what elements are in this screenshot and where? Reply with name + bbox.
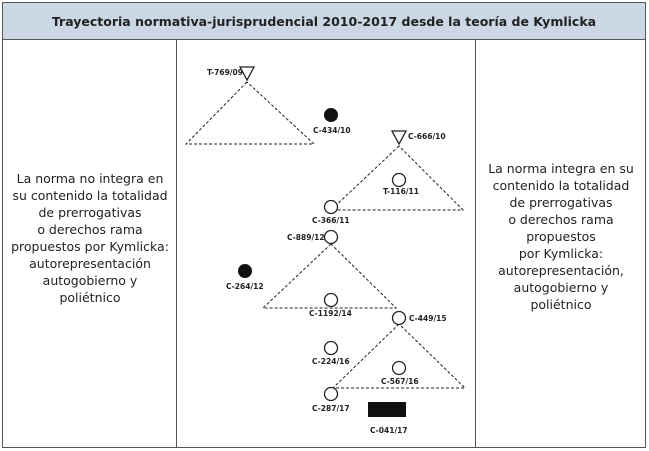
node-c889-marker [325,231,338,244]
node-c449-marker [393,312,406,325]
right-line: autogobierno y [513,280,609,295]
node-c041-label: C-041/17 [370,426,408,435]
left-line: poliétnico [59,290,121,305]
right-line: o derechos rama [508,212,614,227]
node-t769-label: T-769/09 [207,68,243,77]
left-line: su contenido la totalidad [12,188,168,203]
node-c287-label: C-287/17 [312,404,350,413]
right-line: propuestos [526,229,596,244]
node-c224-marker [325,342,338,355]
left-line: o derechos rama [37,222,143,237]
node-c1192-marker [325,294,338,307]
node-c567-label: C-567/16 [381,377,419,386]
node-c366-label: C-366/11 [312,216,350,225]
node-t116-label: T-116/11 [383,187,419,196]
node-c264-marker [238,264,252,278]
right-line: poliétnico [530,297,592,312]
node-c666-label: C-666/10 [408,132,446,141]
node-c1192-label: C-1192/14 [309,309,352,318]
triangle-1 [186,82,314,144]
right-line: de prerrogativas [509,195,613,210]
node-c224-label: C-224/16 [312,357,350,366]
node-t116-marker [393,174,406,187]
node-c366-marker [325,201,338,214]
figure-title: Trayectoria normativa-jurisprudencial 2010-2017 desde la teoría de Kymlicka [51,13,597,29]
right-line: por Kymlicka: [518,246,604,261]
node-c889-label: C-889/12 [287,233,325,242]
left-line: autorepresentación [29,256,151,271]
node-c666-marker [392,131,406,144]
left-line: propuestos por Kymlicka: [11,239,169,254]
right-line: contenido la totalidad [492,178,630,193]
right-line: La norma integra en su [488,161,634,176]
node-c567-marker [393,362,406,375]
left-line: autogobierno y [42,273,138,288]
right-line: autorepresentación, [498,263,624,278]
left-line: de prerrogativas [38,205,142,220]
node-c434-marker [324,108,338,122]
node-c434-label: C-434/10 [313,126,351,135]
left-line: La norma no integra en [16,171,164,186]
node-c287-marker [325,388,338,401]
node-c041-marker [368,402,406,417]
node-c449-label: C-449/15 [409,314,447,323]
node-c264-label: C-264/12 [226,282,264,291]
